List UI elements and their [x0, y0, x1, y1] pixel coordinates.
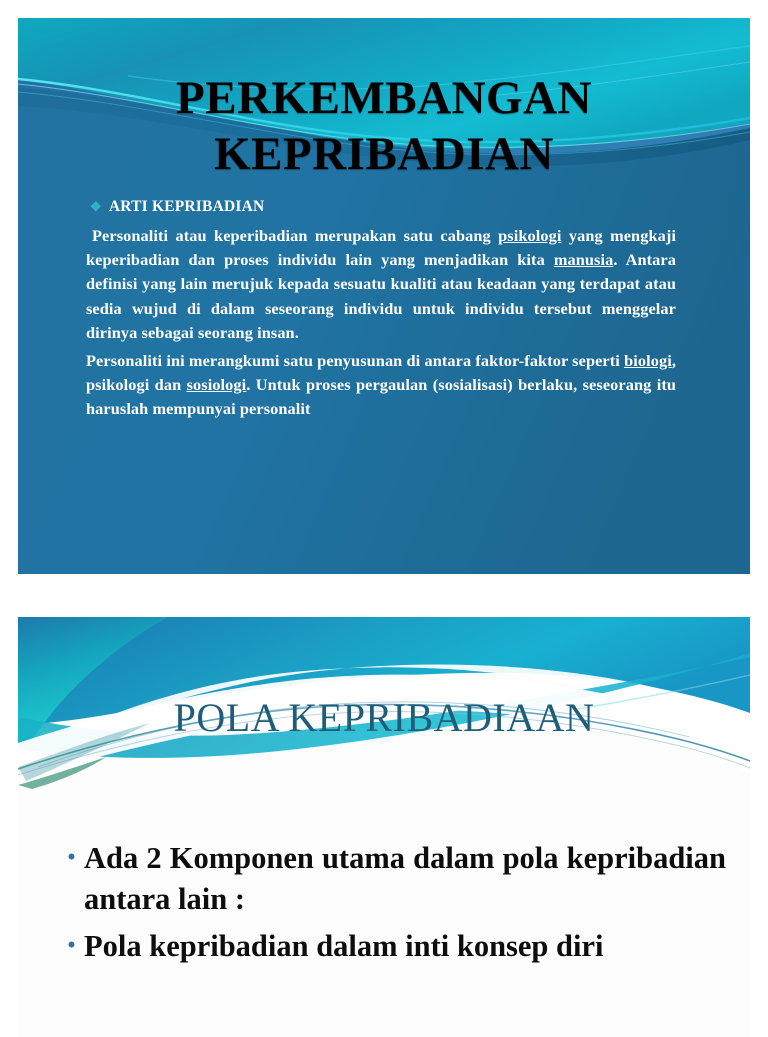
slide-2-background-graphic [18, 617, 750, 1037]
text-run: . Antara definisi yang lain merujuk kepada sesuatu kualiti atau keadaan yang terdapat atau sedia wujud di dalam seseorang individu untuk individu tersebut menggelar dirinya sebagai seorang insan. [86, 250, 676, 342]
slide-2-bullet-text-2: Pola kepribadian dalam inti konsep diri [84, 929, 604, 963]
slide-1-heading-label: ARTI KEPRIBADIAN [108, 198, 265, 215]
text-run: Personaliti atau keperibadian merupakan satu cabang [92, 226, 499, 245]
slide-1-title [18, 70, 750, 182]
slide-2[interactable] [18, 617, 750, 1037]
slide-2-title-text: POLA KEPRIBADIAAN [173, 695, 595, 740]
slide-2-bullet-text-1: Ada 2 Komponen utama dalam pola kepribadian antara lain : [84, 841, 726, 916]
diamond-bullet-icon: ❖ [90, 199, 102, 214]
slide-1-body [86, 196, 676, 426]
text-run: yang mengkaji keperibadian dan proses individu lain yang menjadikan kita [86, 226, 676, 270]
list-item [66, 926, 726, 967]
underlined-term: sosiologi [186, 375, 247, 395]
text-run: , psikologi dan [86, 351, 676, 395]
slide-1-paragraph-2 [86, 349, 676, 422]
slide-1-title-line-1: PERKEMBANGAN [176, 72, 592, 124]
underlined-term: psikologi [498, 226, 562, 245]
slide-2-body [66, 838, 726, 973]
text-run: Personaliti ini merangkumi satu penyusunan di antara faktor-faktor seperti [86, 351, 625, 371]
text-run: . Untuk proses pergaulan (sosialisasi) berlaku, seseorang itu haruslah mempunyai personalit [86, 375, 676, 419]
slide-1-title-line-2: KEPRIBADIAN [214, 128, 554, 180]
list-item [66, 838, 726, 920]
underlined-term: manusia [553, 250, 614, 270]
slide-1[interactable] [18, 18, 750, 574]
slide-1-paragraph-1 [86, 224, 676, 345]
bullet-dot-icon: • [67, 844, 76, 871]
slide-1-heading-row [86, 196, 676, 218]
underlined-term: biologi [624, 351, 672, 371]
bullet-dot-icon: • [67, 932, 76, 959]
slide-2-title [18, 695, 750, 741]
